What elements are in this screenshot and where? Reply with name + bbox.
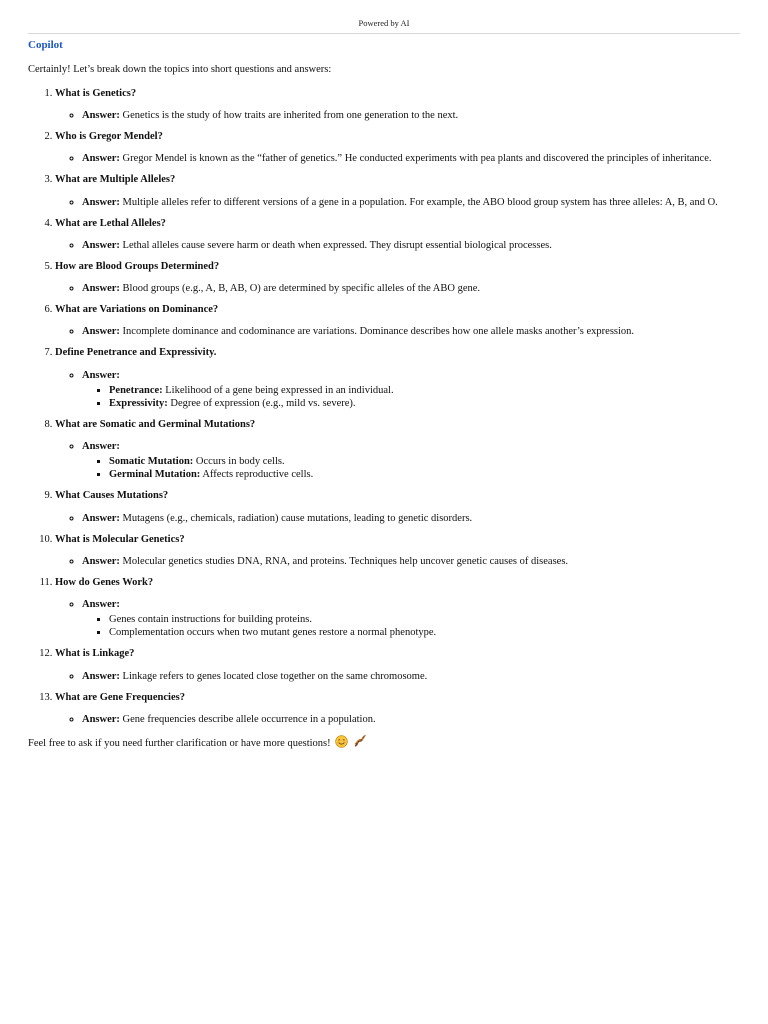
answer-text: Blood groups (e.g., A, B, AB, O) are determined by specific alleles of the ABO gene. [122,283,481,294]
subitem-text: Degree of expression (e.g., mild vs. severe). [170,397,356,409]
answer-label: Answer: [82,326,120,338]
answer-item [82,555,742,568]
answer-list [55,713,742,726]
question-text: How are Blood Groups Determined? [55,260,220,272]
answer-text: Linkage refers to genes located close together on the same chromosome. [122,670,428,682]
answer-sublist [82,384,742,410]
answer-text: Molecular genetics studies DNA, RNA, and proteins. Techniques help uncover genetic causes of diseases. [122,555,569,567]
question-text: Define Penetrance and Expressivity. [55,347,217,359]
subitem-term: Expressivity: [109,397,168,409]
answer-item [82,152,742,165]
answer-subitem [109,468,742,481]
answer-text: Gregor Mendel is known as the “father of genetics.” He conducted experiments with pea plants and discovered the principles of inheritance. [122,153,712,165]
subitem-text: Likelihood of a gene being expressed in an individual. [165,384,394,396]
question-text: What are Gene Frequencies? [55,691,185,703]
answer-label: Answer: [82,713,120,725]
question-text: What are Somatic and Germinal Mutations? [55,418,256,430]
answer-list [55,109,742,122]
subitem-term: Somatic Mutation: [109,456,194,468]
qa-item [55,691,742,726]
answer-text: Multiple alleles refer to different versions of a gene in a population. For example, the ABO blood group system has three alleles: A, B, and O. [122,196,718,208]
answer-item [82,239,742,252]
answer-sublist [82,455,742,481]
answer-list [55,555,742,568]
answer-item [82,325,742,338]
qa-item [55,576,742,640]
answer-text: Genetics is the study of how traits are inherited from one generation to the next. [122,110,459,121]
copilot-brand: Copilot [28,39,63,51]
chat-response [28,39,742,752]
answer-text: Mutagens (e.g., chemicals, radiation) cause mutations, leading to genetic disorders. [122,512,473,524]
answer-list [55,598,742,639]
question-text: What Causes Mutations? [55,490,169,502]
subitem-text: Complementation occurs when two mutant genes restore a normal phenotype. [109,627,437,639]
answer-list [55,440,742,481]
answer-item [82,282,742,295]
answer-label: Answer: [82,441,120,452]
answer-label: Answer: [82,512,120,524]
answer-item [82,369,742,410]
qa-item [55,260,742,295]
answer-item [82,670,742,683]
qa-item [55,418,742,482]
answer-label: Answer: [82,283,120,294]
qa-item [55,647,742,682]
answer-text: Gene frequencies describe allele occurrence in a population. [122,713,376,725]
question-text: What are Variations on Dominance? [55,304,219,316]
qa-item [55,346,742,410]
qa-item [55,87,742,122]
answer-list [55,196,742,209]
answer-item [82,196,742,209]
qa-item [55,533,742,568]
answer-subitem [109,613,742,626]
answer-list [55,512,742,525]
answer-subitem [109,626,742,639]
powered-by-header: Powered by AI [28,18,740,34]
subitem-term: Germinal Mutation: [109,469,201,481]
qa-list [28,87,742,726]
answer-text: Incomplete dominance and codominance are variations. Dominance describes how one allele masks another’s expression. [122,326,635,338]
subitem-text: Genes contain instructions for building proteins. [109,614,312,626]
answer-label: Answer: [82,555,120,567]
answer-subitem [109,384,742,397]
outro-text: Feel free to ask if you need further clarification or have more questions! [28,737,331,749]
qa-item [55,130,742,165]
answer-list [55,369,742,410]
answer-item [82,440,742,481]
outro-line [28,734,742,752]
question-text: What are Multiple Alleles? [55,174,176,186]
answer-label: Answer: [82,239,120,251]
answer-list [55,239,742,252]
answer-label: Answer: [82,196,120,208]
question-text: What is Molecular Genetics? [55,533,185,545]
answer-list [55,325,742,338]
answer-text: Lethal alleles cause severe harm or death when expressed. They disrupt essential biological processes. [122,239,552,251]
question-text: What is Genetics? [55,87,137,99]
answer-label: Answer: [82,110,120,121]
answer-label: Answer: [82,670,120,682]
qa-item [55,217,742,252]
answer-item [82,109,742,122]
question-text: What is Linkage? [55,648,135,660]
answer-item [82,713,742,726]
qa-item [55,173,742,208]
answer-item [82,598,742,639]
qa-item [55,489,742,524]
subitem-text: Affects reproductive cells. [202,469,314,481]
subitem-term: Penetrance: [109,384,163,396]
subitem-text: Occurs in body cells. [195,456,285,468]
dna-emoji-icon [353,734,367,752]
answer-subitem [109,455,742,468]
answer-list [55,152,742,165]
question-text: Who is Gregor Mendel? [55,131,163,143]
intro-text: Certainly! Let’s break down the topics into short questions and answers: [28,63,332,75]
answer-label: Answer: [82,369,120,381]
answer-subitem [109,397,742,410]
answer-label: Answer: [82,599,120,610]
smiling-face-emoji-icon [335,735,348,752]
answer-list [55,282,742,295]
answer-list [55,670,742,683]
question-text: How do Genes Work? [55,576,154,588]
qa-item [55,303,742,338]
answer-label: Answer: [82,153,120,165]
answer-item [82,512,742,525]
answer-sublist [82,613,742,639]
question-text: What are Lethal Alleles? [55,217,166,229]
